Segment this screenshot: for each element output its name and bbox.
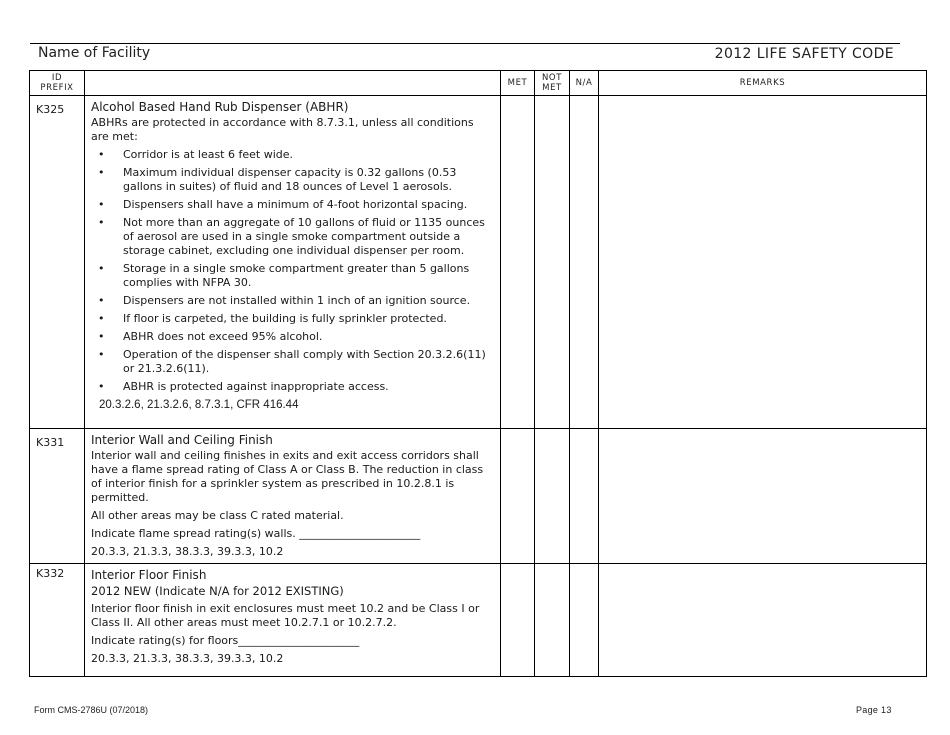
conditions-list xyxy=(91,148,494,394)
id-header-line2: PREFIX xyxy=(40,83,74,93)
list-item: • Dispensers are not installed within 1 inch of an ignition source. xyxy=(121,294,494,308)
id-prefix-cell: K332 xyxy=(30,564,85,677)
met-cell[interactable] xyxy=(501,429,535,564)
code-references: 20.3.2.6, 21.3.2.6, 8.7.3.1, CFR 416.44 xyxy=(99,399,299,411)
list-item: • Dispensers shall have a minimum of 4-foot horizontal spacing. xyxy=(121,198,494,212)
requirement-title: Interior Floor Finish xyxy=(91,568,207,582)
table-row-k331 xyxy=(30,429,927,564)
page-number: Page 13 xyxy=(856,705,892,715)
col-header-not-met xyxy=(535,71,570,96)
requirement-paragraph: Interior floor finish in exit enclosures must meet 10.2 and be Class I or Class II. All other areas must meet 10.2.7.1 or 10.2.7.2. xyxy=(91,602,480,629)
requirement-paragraph: Interior wall and ceiling finishes in exits and exit access corridors shall have a flame spread rating of Class A or Class B. The reduction in class of interior finish for a sprinkler system as prescribed in 10.2.8.1 is permitted. xyxy=(91,449,484,504)
list-item: • Storage in a single smoke compartment greater than 5 gallons complies with NFPA 30. xyxy=(121,262,494,290)
form-id: Form CMS-2786U (07/2018) xyxy=(34,705,149,715)
code-title: 2012 LIFE SAFETY CODE xyxy=(714,46,894,62)
list-item: • Not more than an aggregate of 10 gallons of fluid or 1135 ounces of aerosol are used in a single smoke compartment outside a storage cabinet, excluding one individual dispenser per room. xyxy=(121,216,494,258)
list-item: • ABHR does not exceed 95% alcohol. xyxy=(121,330,494,344)
na-cell[interactable] xyxy=(570,564,599,677)
table-row-k332 xyxy=(30,564,927,677)
list-item: • Operation of the dispenser shall comply with Section 20.3.2.6(11) or 21.3.2.6(11). xyxy=(121,348,494,376)
requirement-intro: ABHRs are protected in accordance with 8.7.3.1, unless all conditions are met: xyxy=(91,116,474,143)
list-item: • Corridor is at least 6 feet wide. xyxy=(121,148,494,162)
requirement-paragraph: All other areas may be class C rated material. xyxy=(91,509,344,522)
table-row-k325 xyxy=(30,96,927,429)
col-header-remarks: REMARKS xyxy=(599,71,927,96)
list-item: • If floor is carpeted, the building is fully sprinkler protected. xyxy=(121,312,494,326)
rating-prompt: Indicate flame spread rating(s) walls. ______________________ xyxy=(91,527,421,540)
col-header-description xyxy=(85,71,501,96)
not-met-cell[interactable] xyxy=(535,96,570,429)
col-header-na: N/A xyxy=(570,71,599,96)
id-prefix-cell: K331 xyxy=(30,429,85,564)
remarks-cell[interactable] xyxy=(599,564,927,677)
requirement-title: Interior Wall and Ceiling Finish xyxy=(91,433,273,447)
header-rule xyxy=(30,43,900,44)
remarks-cell[interactable] xyxy=(599,429,927,564)
code-references: 20.3.3, 21.3.3, 38.3.3, 39.3.3, 10.2 xyxy=(91,545,284,558)
description-cell xyxy=(85,429,501,564)
met-cell[interactable] xyxy=(501,564,535,677)
description-cell xyxy=(85,564,501,677)
id-prefix-cell: K325 xyxy=(30,96,85,429)
na-cell[interactable] xyxy=(570,429,599,564)
not-met-header-line2: MET xyxy=(542,83,562,93)
requirement-subtitle: 2012 NEW (Indicate N/A for 2012 EXISTING) xyxy=(91,584,344,598)
requirement-title: Alcohol Based Hand Rub Dispenser (ABHR) xyxy=(91,100,349,114)
met-cell[interactable] xyxy=(501,96,535,429)
col-header-met: MET xyxy=(501,71,535,96)
remarks-cell[interactable] xyxy=(599,96,927,429)
not-met-header-line1: NOT xyxy=(541,73,563,83)
col-header-id-prefix xyxy=(30,71,85,96)
rating-prompt: Indicate rating(s) for floors______________________ xyxy=(91,634,360,647)
survey-table xyxy=(29,70,927,677)
facility-name-label: Name of Facility xyxy=(38,45,151,61)
na-cell[interactable] xyxy=(570,96,599,429)
table-header-row xyxy=(30,71,927,96)
list-item: • Maximum individual dispenser capacity is 0.32 gallons (0.53 gallons in suites) of fluid and 18 ounces of Level 1 aerosols. xyxy=(121,166,494,194)
id-header-line1: ID xyxy=(51,73,63,83)
code-references: 20.3.3, 21.3.3, 38.3.3, 39.3.3, 10.2 xyxy=(91,652,284,665)
not-met-cell[interactable] xyxy=(535,564,570,677)
not-met-cell[interactable] xyxy=(535,429,570,564)
list-item: • ABHR is protected against inappropriate access. xyxy=(121,380,494,394)
description-cell xyxy=(85,96,501,429)
